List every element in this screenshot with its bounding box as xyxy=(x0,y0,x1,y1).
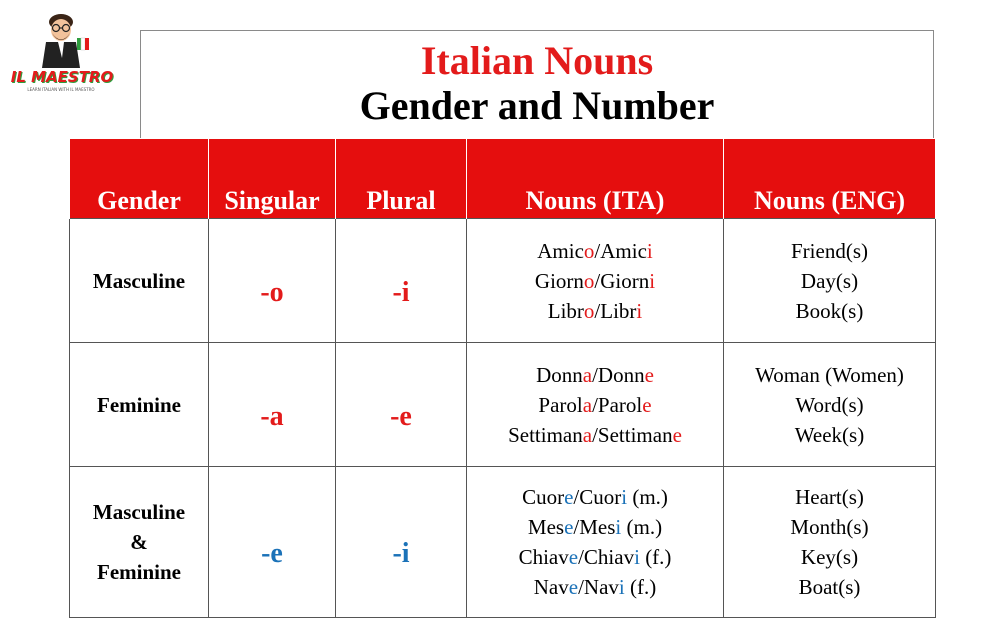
noun-eng: Key(s) xyxy=(800,545,859,569)
noun-p-end: i xyxy=(649,268,656,293)
noun-p-end: e xyxy=(672,422,682,447)
noun-eng: Heart(s) xyxy=(795,485,864,509)
plural-suffix: -e xyxy=(336,343,467,467)
noun-sep: / xyxy=(578,545,584,569)
noun-pair-ita xyxy=(467,572,723,602)
noun-sep: / xyxy=(578,575,584,599)
noun-pair-ita xyxy=(467,236,723,266)
plural-suffix: -i xyxy=(336,467,467,618)
title-box xyxy=(140,30,934,138)
noun-pair-ita xyxy=(467,296,723,326)
noun-p-end: i xyxy=(621,485,628,509)
noun-s-stem: Amic xyxy=(537,238,584,263)
noun-p-end: i xyxy=(646,238,653,263)
noun-sep: / xyxy=(594,298,601,323)
header-gender: Gender xyxy=(70,139,209,219)
noun-eng: Woman (Women) xyxy=(755,362,904,387)
noun-p-stem: Donn xyxy=(597,362,645,387)
gender-cell xyxy=(70,343,209,467)
noun-p-stem: Libr xyxy=(600,298,637,323)
noun-eng: Book(s) xyxy=(795,298,864,323)
noun-s-end: a xyxy=(582,392,593,417)
noun-s-stem: Cuor xyxy=(522,485,565,509)
noun-eng: Day(s) xyxy=(800,268,859,293)
noun-p-stem: Chiav xyxy=(583,545,635,569)
noun-s-end: e xyxy=(568,545,579,569)
noun-s-stem: Giorn xyxy=(534,268,584,293)
table-row xyxy=(70,343,936,467)
gender-cell xyxy=(70,467,209,618)
noun-s-end: o xyxy=(583,298,595,323)
noun-p-stem: Amic xyxy=(600,238,647,263)
noun-note: (m.) xyxy=(621,515,663,539)
noun-p-end: i xyxy=(634,545,640,569)
noun-pair-ita xyxy=(467,482,723,512)
gender-label: Feminine xyxy=(97,560,181,584)
noun-sep: / xyxy=(592,362,598,387)
noun-p-end: i xyxy=(636,298,643,323)
table-row xyxy=(70,219,936,343)
noun-pair-ita xyxy=(467,512,723,542)
noun-note: (m.) xyxy=(627,485,668,509)
noun-p-stem: Parol xyxy=(597,392,643,417)
header-nouns-ita: Nouns (ITA) xyxy=(467,139,724,219)
nouns-ita-cell xyxy=(467,467,724,618)
noun-p-end: e xyxy=(642,392,652,417)
title-line-2: Gender and Number xyxy=(359,83,715,128)
nouns-eng-cell xyxy=(724,343,936,467)
gender-cell xyxy=(70,219,209,343)
noun-sep: / xyxy=(594,238,601,263)
noun-s-stem: Libr xyxy=(547,298,584,323)
noun-p-end: i xyxy=(615,515,622,539)
noun-sep: / xyxy=(592,422,598,447)
logo-wordmark: IL MAESTRO xyxy=(10,68,114,86)
header-row xyxy=(70,139,936,219)
gender-label: Masculine xyxy=(92,500,186,524)
noun-s-end: a xyxy=(582,362,593,387)
noun-sep: / xyxy=(573,515,580,539)
il-maestro-logo xyxy=(6,8,116,96)
noun-p-end: i xyxy=(618,575,625,599)
gender-label: Feminine xyxy=(97,392,181,417)
noun-eng: Word(s) xyxy=(795,392,864,417)
noun-s-stem: Settiman xyxy=(508,422,583,447)
singular-suffix: -a xyxy=(209,343,336,467)
nouns-eng-cell xyxy=(724,467,936,618)
noun-sep: / xyxy=(573,485,580,509)
header-plural: Plural xyxy=(336,139,467,219)
noun-s-end: e xyxy=(568,575,579,599)
noun-p-stem: Cuor xyxy=(579,485,622,509)
noun-s-stem: Mes xyxy=(527,515,565,539)
noun-s-end: o xyxy=(583,268,595,293)
noun-p-stem: Giorn xyxy=(600,268,650,293)
noun-eng: Friend(s) xyxy=(791,238,868,263)
singular-suffix: -o xyxy=(209,219,336,343)
noun-s-end: e xyxy=(564,515,574,539)
noun-pair-ita xyxy=(467,390,723,420)
table-row xyxy=(70,467,936,618)
noun-s-end: o xyxy=(583,238,595,263)
noun-eng: Week(s) xyxy=(794,422,865,447)
gender-label: Masculine xyxy=(92,268,186,293)
gender-label: & xyxy=(130,530,148,554)
nouns-eng-cell xyxy=(724,219,936,343)
noun-p-stem: Settiman xyxy=(597,422,673,447)
noun-eng: Boat(s) xyxy=(798,575,861,599)
noun-s-stem: Donn xyxy=(536,362,583,387)
noun-sep: / xyxy=(594,268,601,293)
title-line-1: Italian Nouns xyxy=(420,38,654,83)
singular-suffix: -e xyxy=(209,467,336,618)
noun-s-end: e xyxy=(564,485,574,509)
header-singular: Singular xyxy=(209,139,336,219)
noun-p-stem: Nav xyxy=(583,575,619,599)
plural-suffix: -i xyxy=(336,219,467,343)
nouns-table xyxy=(69,139,936,618)
noun-p-stem: Mes xyxy=(579,515,616,539)
nouns-ita-cell xyxy=(467,219,724,343)
noun-s-end: a xyxy=(582,422,593,447)
noun-s-stem: Nav xyxy=(533,575,569,599)
noun-s-stem: Parol xyxy=(538,392,583,417)
header-nouns-eng: Nouns (ENG) xyxy=(724,139,936,219)
noun-s-stem: Chiav xyxy=(518,545,569,569)
noun-pair-ita xyxy=(467,266,723,296)
noun-pair-ita xyxy=(467,420,723,450)
noun-pair-ita xyxy=(467,360,723,390)
noun-p-end: e xyxy=(644,362,654,387)
noun-note: (f.) xyxy=(639,545,672,569)
noun-pair-ita xyxy=(467,542,723,572)
nouns-ita-cell xyxy=(467,343,724,467)
noun-note: (f.) xyxy=(624,575,657,599)
logo-tagline: LEARN ITALIAN WITH IL MAESTRO xyxy=(27,87,95,92)
noun-sep: / xyxy=(592,392,598,417)
noun-eng: Month(s) xyxy=(790,515,869,539)
